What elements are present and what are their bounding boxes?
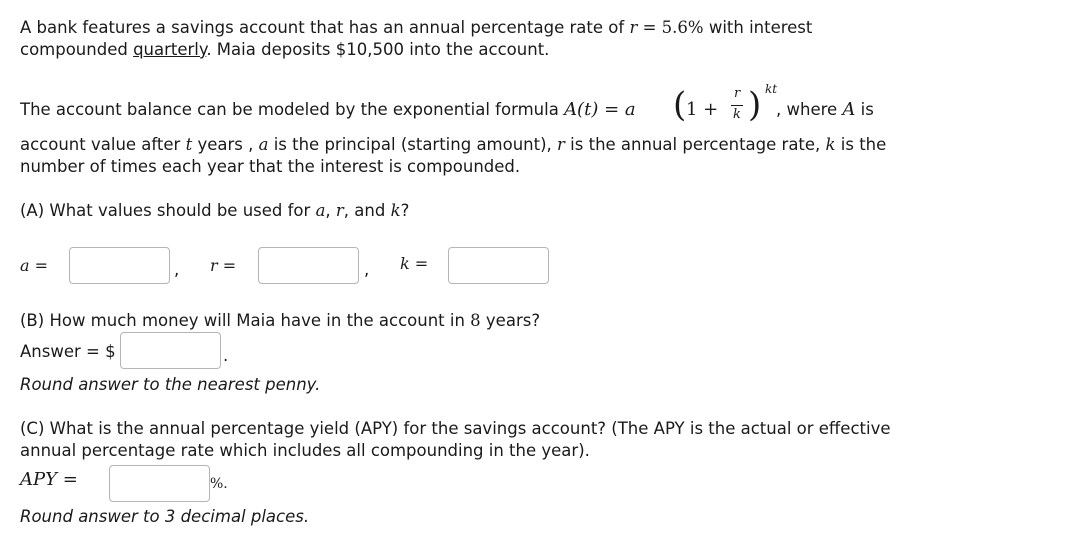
formula-line [20, 99, 636, 120]
formula-text: The account balance can be modeled by the exponential formula [20, 100, 565, 119]
question-text: (A) What values should be used for [20, 201, 316, 220]
apy-input[interactable] [109, 465, 210, 502]
comma: , [364, 260, 370, 279]
period: . [223, 346, 229, 365]
var-r: r [335, 201, 344, 220]
fraction-denominator: k [733, 107, 741, 122]
answer-label: Answer = $ [20, 342, 116, 361]
part-c-question-line-2: annual percentage rate which includes all compounding in the year). [20, 441, 590, 460]
var-t: t [185, 135, 193, 154]
definition-text: account value after [20, 135, 186, 154]
definition-text: is the [835, 135, 887, 154]
right-paren: ) [748, 85, 762, 125]
fraction-numerator: r [734, 86, 741, 101]
question-text: years? [480, 311, 541, 330]
var-k: k [825, 135, 836, 154]
apy-label: APY = [20, 469, 78, 490]
rounding-note-c: Round answer to 3 decimal places. [20, 507, 310, 526]
fraction-bar [731, 105, 743, 106]
var-a: a [315, 201, 326, 220]
question-text: , and [343, 201, 391, 220]
question-text: ? [400, 201, 410, 220]
intro-text: A bank features a savings account that has an annual percentage rate of [20, 18, 630, 37]
formula-text: is [855, 100, 874, 119]
compounding-frequency: quarterly [133, 40, 207, 59]
definition-text: is the principal (starting amount), [268, 135, 558, 154]
definition-line-1 [20, 135, 886, 154]
a-input[interactable] [69, 247, 170, 284]
answer-input[interactable] [120, 332, 221, 369]
part-a-question [20, 201, 409, 220]
rounding-note-b: Round answer to the nearest penny. [20, 375, 321, 394]
formula-comma: , [776, 100, 782, 119]
formula-exponent: kt [765, 82, 778, 96]
percent-sign: %. [210, 476, 228, 492]
definition-text: years , [192, 135, 259, 154]
intro-text: compounded [20, 40, 134, 59]
intro-line-1 [20, 18, 812, 37]
intro-text: with interest [703, 18, 813, 37]
rate-variable: r [629, 18, 638, 37]
comma: , [174, 260, 180, 279]
formula-post [776, 99, 874, 120]
formula-A: A [842, 99, 856, 120]
intro-text: . Maia deposits $10,500 into the account. [206, 40, 550, 59]
var-k: k [390, 201, 401, 220]
formula-lhs: A(t) [564, 99, 599, 120]
r-input[interactable] [258, 247, 359, 284]
k-input[interactable] [448, 247, 549, 284]
r-label: r = [210, 256, 237, 275]
left-paren: ( [673, 85, 687, 125]
question-text: , [325, 201, 336, 220]
formula-a: a [624, 99, 636, 120]
var-r: r [557, 135, 565, 154]
a-label: a = [20, 256, 49, 275]
part-c-question-line-1: (C) What is the annual percentage yield (APY) for the savings account? (The APY is the actual or effective [20, 419, 891, 438]
definition-text: is the annual percentage rate, [564, 135, 826, 154]
formula-equals: = [598, 99, 625, 120]
years-value: 8 [470, 311, 481, 330]
formula-one-plus: 1 + [686, 99, 719, 120]
intro-line-2 [20, 40, 549, 59]
equals-sign: = [637, 18, 662, 37]
part-b-question [20, 311, 540, 330]
formula-text: where [781, 100, 843, 119]
k-label: k = [400, 254, 429, 273]
rate-value: 5.6% [661, 18, 704, 37]
definition-line-2: number of times each year that the interest is compounded. [20, 157, 521, 176]
var-a: a [258, 135, 269, 154]
question-text: (B) How much money will Maia have in the account in [20, 311, 471, 330]
